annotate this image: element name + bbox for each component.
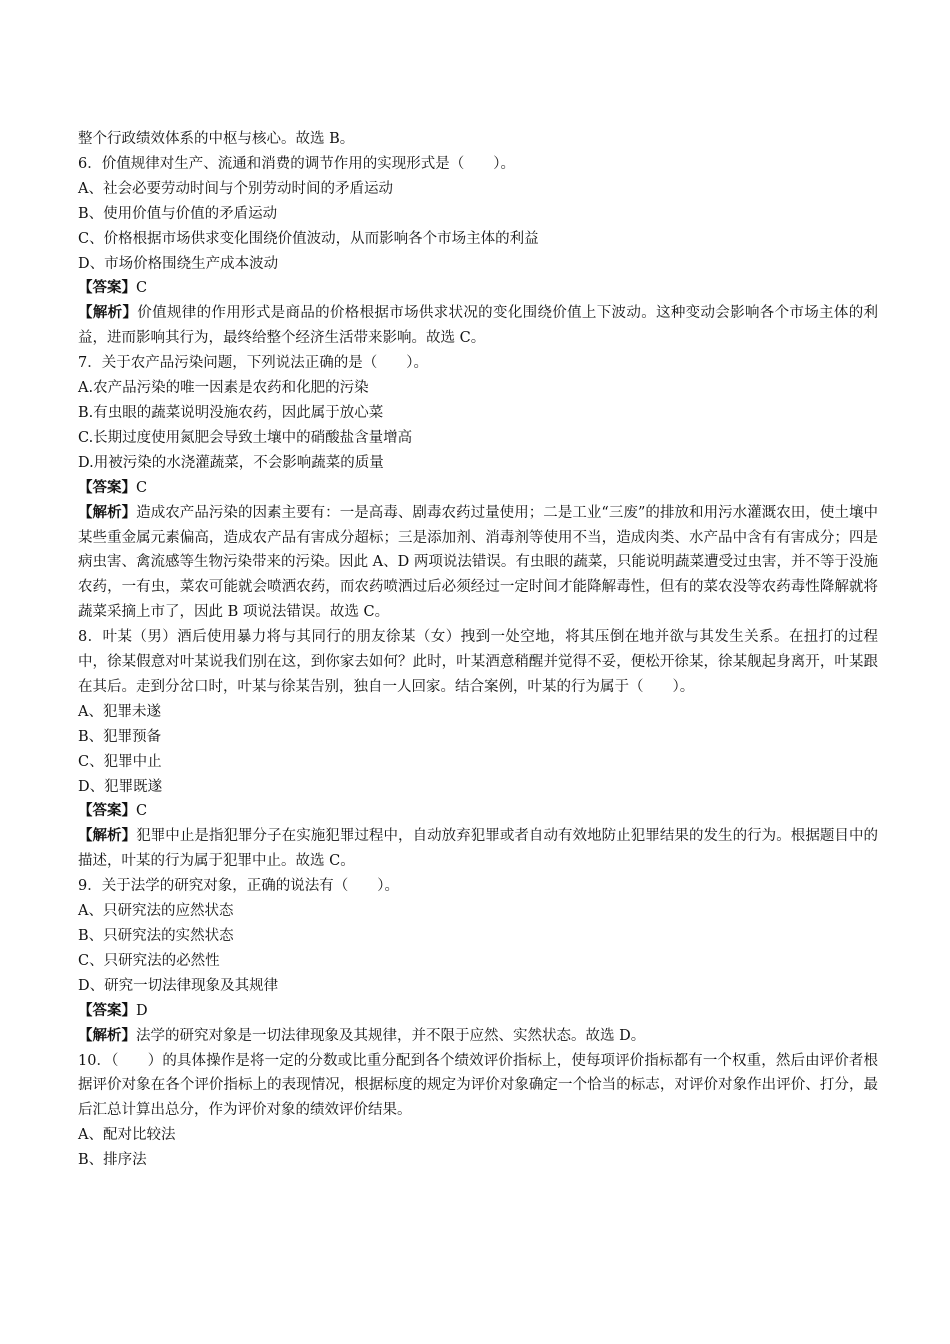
option-a: A.农产品污染的唯一因素是农药和化肥的污染 xyxy=(78,380,369,397)
analysis-paragraph xyxy=(78,1024,878,1049)
analysis-text: 造成农产品污染的因素主要有：一是高毒、剧毒农药过量使用；二是工业“三废”的排放和用污水灌溉农田，使土壤中某些重金属元素偏高，造成农产品有害成分超标；三是添加剂、消毒剂等使用不当，造成肉类、水产品中含有有害成分；四是病虫害、禽流感等生物污染带来的污染。因此 A、D 两项说法错误。有虫眼的蔬菜，只能说明蔬菜遭受过虫害，并不等于没施农药，一有虫，菜农可能就会喷洒农药，而农药喷洒过后必须经过一定时间才能降解毒性，但有的菜农没等农药毒性降解就将蔬菜采摘上市了，因此 B 项说法错误。故选 C。 xyxy=(78,504,879,621)
analysis-text: 价值规律的作用形式是商品的价格根据市场供求状况的变化围绕价值上下波动。这种变动会影响各个市场主体的利益，进而影响其行为，最终给整个经济生活带来影响。故选 C。 xyxy=(78,305,879,347)
answer-line xyxy=(78,276,878,301)
answer-label: 【答案】 xyxy=(78,279,136,297)
question-block xyxy=(78,625,878,874)
analysis-paragraph xyxy=(78,824,878,874)
option-c: C、犯罪中止 xyxy=(78,753,162,770)
answer-line xyxy=(78,799,878,824)
option-c: C.长期过度使用氮肥会导致土壤中的硝酸盐含量增高 xyxy=(78,429,413,446)
option-d: D.用被污染的水浇灌蔬菜，不会影响蔬菜的质量 xyxy=(78,454,384,471)
option-b: B、只研究法的实然状态 xyxy=(78,928,234,944)
question-stem: 6．价值规律对生产、流通和消费的调节作用的实现形式是（ ）。 xyxy=(78,155,515,172)
analysis-paragraph xyxy=(78,301,878,351)
option-c: C、价格根据市场供求变化围绕价值波动，从而影响各个市场主体的利益 xyxy=(78,230,539,247)
question-block xyxy=(78,1049,878,1174)
answer-label: 【答案】 xyxy=(78,802,136,820)
option-b: B.有虫眼的蔬菜说明没施农药，因此属于放心菜 xyxy=(78,404,384,421)
intro-tail-text: 整个行政绩效体系的中枢与核心。故选 B。 xyxy=(78,131,355,147)
analysis-paragraph xyxy=(78,501,878,626)
question-stem: 9．关于法学的研究对象，正确的说法有（ ）。 xyxy=(78,878,399,895)
option-d: D、犯罪既遂 xyxy=(78,778,163,795)
option-a: A、犯罪未遂 xyxy=(78,703,161,720)
question-block xyxy=(78,874,878,1048)
analysis-label: 【解析】 xyxy=(78,304,138,322)
question-stem: 10．（ ）的具体操作是将一定的分数或比重分配到各个绩效评价指标上，使每项评价指标都有一个权重，然后由评价者根据评价对象在各个评价指标上的表现情况，根据标度的规定为评价对象确定一个恰当的标志，对评价对象作出评价、打分，最后汇总计算出总分，作为评价对象的绩效评价结果。 xyxy=(78,1052,878,1119)
analysis-label: 【解析】 xyxy=(78,827,137,845)
document-page xyxy=(78,127,878,1173)
option-b: B、犯罪预备 xyxy=(78,728,162,745)
option-a: A、配对比较法 xyxy=(78,1127,176,1144)
answer-value: D xyxy=(136,1002,148,1019)
option-b: B、排序法 xyxy=(78,1152,147,1169)
option-d: D、市场价格围绕生产成本波动 xyxy=(78,255,279,272)
analysis-label: 【解析】 xyxy=(78,503,137,521)
option-c: C、只研究法的必然性 xyxy=(78,952,220,969)
answer-line xyxy=(78,476,878,501)
question-block xyxy=(78,351,878,625)
answer-value: C xyxy=(136,803,148,820)
question-stem: 8．叶某（男）酒后使用暴力将与其同行的朋友徐某（女）拽到一处空地，将其压倒在地并欲与其发生关系。在扭打的过程中，徐某假意对叶某说我们别在这，到你家去如何？此时，叶某酒意稍醒并觉得不妥，便松开徐某，徐某舰起身离开，叶某跟在其后。走到分岔口时，叶某与徐某告别，独自一人回家。结合案例，叶某的行为属于（ ）。 xyxy=(78,629,878,695)
question-block xyxy=(78,152,878,351)
answer-value: C xyxy=(136,479,148,496)
answer-label: 【答案】 xyxy=(78,478,136,496)
answer-label: 【答案】 xyxy=(78,1001,136,1019)
analysis-text: 法学的研究对象是一切法律现象及其规律，并不限于应然、实然状态。故选 D。 xyxy=(136,1027,646,1044)
option-b: B、使用价值与价值的矛盾运动 xyxy=(78,205,278,222)
option-d: D、研究一切法律现象及其规律 xyxy=(78,977,279,994)
option-a: A、社会必要劳动时间与个别劳动时间的矛盾运动 xyxy=(78,180,393,197)
question-stem: 7．关于农产品污染问题，下列说法正确的是（ ）。 xyxy=(78,355,428,372)
option-a: A、只研究法的应然状态 xyxy=(78,903,234,920)
answer-line xyxy=(78,999,878,1024)
analysis-label: 【解析】 xyxy=(78,1026,136,1044)
analysis-text: 犯罪中止是指犯罪分子在实施犯罪过程中，自动放弃犯罪或者自动有效地防止犯罪结果的发生的行为。根据题目中的描述，叶某的行为属于犯罪中止。故选 C。 xyxy=(78,828,878,870)
answer-value: C xyxy=(136,280,148,297)
